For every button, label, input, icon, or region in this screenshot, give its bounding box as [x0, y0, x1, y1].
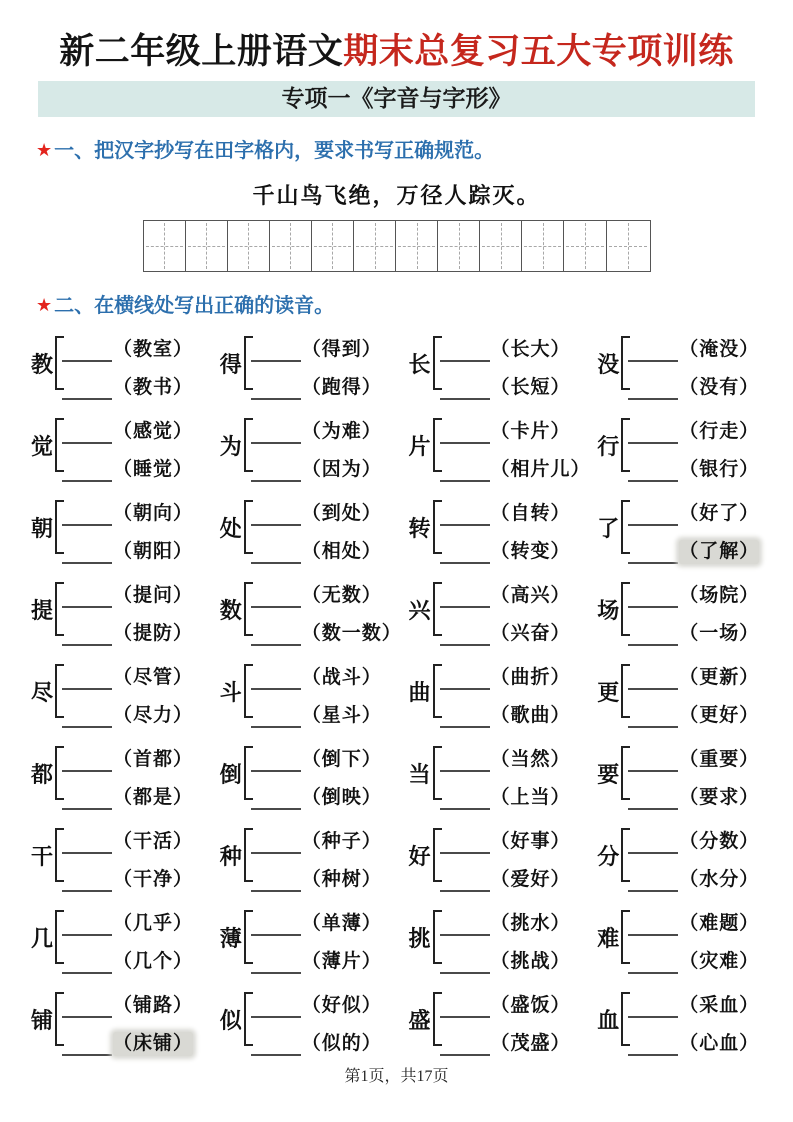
- pronunciation-entry: [219, 414, 408, 480]
- entry-word: （到处）: [301, 503, 382, 525]
- pronunciation-entry: [596, 742, 785, 808]
- entry-word: （高兴）: [490, 585, 571, 607]
- pinyin-blank: [440, 614, 490, 646]
- entry-word: （长短）: [490, 377, 571, 399]
- pinyin-blank: [628, 860, 678, 892]
- pinyin-blank: [251, 658, 301, 690]
- tian-cell: [270, 221, 312, 271]
- entry-word: （战斗）: [301, 667, 382, 689]
- entry-word: （一场）: [679, 623, 760, 645]
- entry-word: （分数）: [679, 831, 760, 853]
- pinyin-blank: [628, 450, 678, 482]
- tian-cell: [522, 221, 564, 271]
- star-icon: ★: [36, 140, 53, 160]
- pinyin-blank: [628, 1024, 678, 1056]
- pronunciation-entry: [219, 660, 408, 726]
- entry-word: （似的）: [301, 1033, 382, 1055]
- entry-word: （得到）: [301, 339, 382, 361]
- entry-word: （更好）: [679, 705, 760, 727]
- pinyin-blank: [62, 330, 112, 362]
- pinyin-blank: [440, 740, 490, 772]
- pinyin-blank: [440, 658, 490, 690]
- pinyin-blank: [628, 778, 678, 810]
- pinyin-blank: [628, 330, 678, 362]
- pinyin-blank: [251, 368, 301, 400]
- entry-character: 好: [408, 844, 431, 869]
- pinyin-blank: [62, 778, 112, 810]
- entry-word: （首都）: [113, 749, 194, 771]
- pinyin-blank: [62, 740, 112, 772]
- pinyin-blank: [62, 904, 112, 936]
- entry-word: （睡觉）: [113, 459, 194, 481]
- entry-word: （铺路）: [113, 995, 194, 1017]
- entry-word: （无数）: [301, 585, 382, 607]
- entry-word: （朝向）: [113, 503, 194, 525]
- star-icon: ★: [36, 295, 53, 315]
- entry-word: （种树）: [301, 869, 382, 891]
- pronunciation-entry: [30, 496, 219, 562]
- entry-word: （相片儿）: [490, 459, 591, 481]
- entry-character: 倒: [219, 762, 242, 787]
- pinyin-blank: [62, 696, 112, 728]
- page-title: [0, 0, 793, 74]
- pronunciation-entry: [219, 332, 408, 398]
- pinyin-blank: [62, 576, 112, 608]
- pronunciation-entry: [408, 906, 597, 972]
- entry-character: 兴: [408, 598, 431, 623]
- entry-word: （种子）: [301, 831, 382, 853]
- pinyin-blank: [62, 942, 112, 974]
- entry-word: （淹没）: [679, 339, 760, 361]
- pinyin-blank: [251, 986, 301, 1018]
- pronunciation-entry: [219, 742, 408, 808]
- pinyin-blank: [62, 986, 112, 1018]
- entry-word: （尽力）: [113, 705, 194, 727]
- entry-word: （教书）: [113, 377, 194, 399]
- pronunciation-entry: [408, 660, 597, 726]
- pinyin-blank: [251, 412, 301, 444]
- entry-word: （倒映）: [301, 787, 382, 809]
- pronunciation-entry: [219, 988, 408, 1054]
- entry-character: 种: [219, 844, 242, 869]
- subtitle-banner: 专项一《字音与字形》: [38, 81, 755, 117]
- pinyin-blank: [251, 822, 301, 854]
- entry-character: 要: [597, 762, 620, 787]
- pronunciation-entry: [408, 414, 597, 480]
- entries-grid: [0, 332, 793, 1054]
- entry-character: 行: [597, 434, 620, 459]
- pinyin-blank: [251, 696, 301, 728]
- entry-character: 干: [30, 844, 53, 869]
- entry-word: （干净）: [113, 869, 194, 891]
- entry-word: （茂盛）: [490, 1033, 571, 1055]
- section-1-heading-text: 一、把汉字抄写在田字格内，要求书写正确规范。: [54, 140, 495, 162]
- entry-word: （薄片）: [301, 951, 382, 973]
- pinyin-blank: [440, 450, 490, 482]
- entry-character: 似: [219, 1008, 242, 1033]
- pronunciation-entry: [596, 906, 785, 972]
- pinyin-blank: [62, 532, 112, 564]
- pinyin-blank: [628, 368, 678, 400]
- pronunciation-entry: [596, 824, 785, 890]
- entry-word: （自转）: [490, 503, 571, 525]
- entry-character: 曲: [408, 680, 431, 705]
- entry-word: （当然）: [490, 749, 571, 771]
- page-title-red-part: 期末总复习五大专项训练: [343, 32, 734, 71]
- pinyin-blank: [440, 412, 490, 444]
- entry-word: （朝阳）: [113, 541, 194, 563]
- pinyin-blank: [440, 778, 490, 810]
- entry-word: （挑战）: [490, 951, 571, 973]
- entry-character: 几: [30, 926, 53, 951]
- pinyin-blank: [251, 942, 301, 974]
- pinyin-blank: [251, 740, 301, 772]
- entry-word: （几个）: [113, 951, 194, 973]
- entry-word: （跑得）: [301, 377, 382, 399]
- pinyin-blank: [628, 904, 678, 936]
- entry-word: （爱好）: [490, 869, 571, 891]
- entry-word: （盛饭）: [490, 995, 571, 1017]
- section-2-heading: [36, 289, 793, 318]
- entry-character: 教: [30, 352, 53, 377]
- entry-word: （要求）: [679, 787, 760, 809]
- entry-character: 没: [597, 352, 620, 377]
- pinyin-blank: [628, 696, 678, 728]
- entry-character: 难: [597, 926, 620, 951]
- pronunciation-entry: [30, 578, 219, 644]
- pinyin-blank: [251, 1024, 301, 1056]
- entry-word: （几乎）: [113, 913, 194, 935]
- entry-character: 挑: [408, 926, 431, 951]
- entry-word: （尽管）: [113, 667, 194, 689]
- pinyin-blank: [251, 614, 301, 646]
- entry-word: （歌曲）: [490, 705, 571, 727]
- pinyin-blank: [251, 494, 301, 526]
- tian-cell: [354, 221, 396, 271]
- pinyin-blank: [440, 986, 490, 1018]
- section-2-heading-text: 二、在横线处写出正确的读音。: [54, 295, 335, 317]
- entry-character: 当: [408, 762, 431, 787]
- pronunciation-entry: [408, 742, 597, 808]
- pinyin-blank: [251, 450, 301, 482]
- page-title-black-part: 新二年级上册语文: [59, 32, 344, 71]
- entry-word: （床铺）: [113, 1033, 194, 1055]
- pronunciation-entry: [30, 824, 219, 890]
- entry-word: （灾难）: [679, 951, 760, 973]
- entry-word: （教室）: [113, 339, 194, 361]
- pinyin-blank: [62, 614, 112, 646]
- tian-cell: [312, 221, 354, 271]
- pinyin-blank: [62, 1024, 112, 1056]
- pinyin-blank: [62, 412, 112, 444]
- entry-word: （了解）: [679, 541, 760, 563]
- pronunciation-entry: [596, 578, 785, 644]
- entry-word: （挑水）: [490, 913, 571, 935]
- entry-word: （水分）: [679, 869, 760, 891]
- pinyin-blank: [628, 986, 678, 1018]
- entry-word: （数一数）: [301, 623, 402, 645]
- pinyin-blank: [440, 576, 490, 608]
- entry-word: （重要）: [679, 749, 760, 771]
- tian-cell: [144, 221, 186, 271]
- entry-character: 觉: [30, 434, 53, 459]
- entry-word: （因为）: [301, 459, 382, 481]
- entry-word: （提防）: [113, 623, 194, 645]
- pronunciation-entry: [596, 414, 785, 480]
- pronunciation-entry: [219, 496, 408, 562]
- entry-word: （长大）: [490, 339, 571, 361]
- entry-word: （星斗）: [301, 705, 382, 727]
- entry-word: （采血）: [679, 995, 760, 1017]
- pinyin-blank: [628, 822, 678, 854]
- entry-word: （都是）: [113, 787, 194, 809]
- pinyin-blank: [440, 822, 490, 854]
- pinyin-blank: [440, 330, 490, 362]
- entry-word: （曲折）: [490, 667, 571, 689]
- pronunciation-entry: [30, 906, 219, 972]
- pronunciation-entry: [219, 578, 408, 644]
- pronunciation-entry: [219, 906, 408, 972]
- entry-character: 得: [219, 352, 242, 377]
- entry-character: 更: [597, 680, 620, 705]
- tian-cell: [564, 221, 606, 271]
- entry-character: 薄: [219, 926, 242, 951]
- pinyin-blank: [440, 1024, 490, 1056]
- entry-word: （转变）: [490, 541, 571, 563]
- pronunciation-entry: [30, 988, 219, 1054]
- entry-word: （银行）: [679, 459, 760, 481]
- pinyin-blank: [62, 494, 112, 526]
- entry-word: （提问）: [113, 585, 194, 607]
- pinyin-blank: [628, 576, 678, 608]
- pinyin-blank: [62, 860, 112, 892]
- entry-word: （兴奋）: [490, 623, 571, 645]
- pinyin-blank: [628, 740, 678, 772]
- tian-cell: [607, 221, 649, 271]
- entry-character: 了: [597, 516, 620, 541]
- pronunciation-entry: [596, 660, 785, 726]
- entry-character: 为: [219, 434, 242, 459]
- pronunciation-entry: [408, 578, 597, 644]
- pinyin-blank: [251, 576, 301, 608]
- pinyin-blank: [251, 532, 301, 564]
- tian-cell: [480, 221, 522, 271]
- pinyin-blank: [440, 494, 490, 526]
- entry-word: （行走）: [679, 421, 760, 443]
- tian-cell: [396, 221, 438, 271]
- entry-character: 场: [597, 598, 620, 623]
- entry-word: （难题）: [679, 913, 760, 935]
- page-footer: 第1页，共17页: [344, 1068, 449, 1085]
- entry-word: （没有）: [679, 377, 760, 399]
- pronunciation-entry: [30, 660, 219, 726]
- pinyin-blank: [628, 494, 678, 526]
- pinyin-blank: [440, 532, 490, 564]
- pronunciation-entry: [30, 332, 219, 398]
- pronunciation-entry: [408, 824, 597, 890]
- entry-word: （卡片）: [490, 421, 571, 443]
- pinyin-blank: [62, 822, 112, 854]
- pinyin-blank: [440, 904, 490, 936]
- entry-word: （为难）: [301, 421, 382, 443]
- pronunciation-entry: [408, 332, 597, 398]
- entry-character: 片: [408, 434, 431, 459]
- entry-character: 盛: [408, 1008, 431, 1033]
- entry-character: 处: [219, 516, 242, 541]
- pinyin-blank: [628, 532, 678, 564]
- entry-character: 朝: [30, 516, 53, 541]
- entry-word: （干活）: [113, 831, 194, 853]
- pinyin-blank: [628, 412, 678, 444]
- pronunciation-entry: [596, 988, 785, 1054]
- pinyin-blank: [628, 614, 678, 646]
- entry-character: 斗: [219, 680, 242, 705]
- tian-grid: [143, 220, 651, 272]
- tian-cell: [228, 221, 270, 271]
- entry-word: （好似）: [301, 995, 382, 1017]
- copy-sentence: 千山鸟飞绝，万径人踪灭。: [252, 183, 541, 208]
- entry-word: （倒下）: [301, 749, 382, 771]
- pinyin-blank: [440, 368, 490, 400]
- entry-word: （心血）: [679, 1033, 760, 1055]
- section-1-heading: [36, 134, 793, 163]
- pinyin-blank: [440, 696, 490, 728]
- tian-cell: [186, 221, 228, 271]
- entry-word: （感觉）: [113, 421, 194, 443]
- entry-character: 分: [597, 844, 620, 869]
- pinyin-blank: [628, 942, 678, 974]
- entry-character: 数: [219, 598, 242, 623]
- entry-character: 铺: [30, 1008, 53, 1033]
- pinyin-blank: [251, 860, 301, 892]
- entry-word: （单薄）: [301, 913, 382, 935]
- entry-character: 转: [408, 516, 431, 541]
- entry-character: 都: [30, 762, 53, 787]
- pinyin-blank: [628, 658, 678, 690]
- pronunciation-entry: [30, 742, 219, 808]
- entry-word: （场院）: [679, 585, 760, 607]
- pinyin-blank: [251, 904, 301, 936]
- pronunciation-entry: [596, 496, 785, 562]
- pinyin-blank: [62, 450, 112, 482]
- entry-word: （相处）: [301, 541, 382, 563]
- entry-word: （更新）: [679, 667, 760, 689]
- pronunciation-entry: [596, 332, 785, 398]
- entry-word: （好了）: [679, 503, 760, 525]
- pronunciation-entry: [30, 414, 219, 480]
- pinyin-blank: [251, 778, 301, 810]
- entry-word: （好事）: [490, 831, 571, 853]
- pinyin-blank: [62, 368, 112, 400]
- pinyin-blank: [440, 860, 490, 892]
- tian-cell: [438, 221, 480, 271]
- entry-character: 提: [30, 598, 53, 623]
- pronunciation-entry: [408, 988, 597, 1054]
- entry-character: 血: [597, 1008, 620, 1033]
- entry-character: 尽: [30, 680, 53, 705]
- entry-character: 长: [408, 352, 431, 377]
- entry-word: （上当）: [490, 787, 571, 809]
- pinyin-blank: [440, 942, 490, 974]
- pronunciation-entry: [219, 824, 408, 890]
- pronunciation-entry: [408, 496, 597, 562]
- pinyin-blank: [251, 330, 301, 362]
- pinyin-blank: [62, 658, 112, 690]
